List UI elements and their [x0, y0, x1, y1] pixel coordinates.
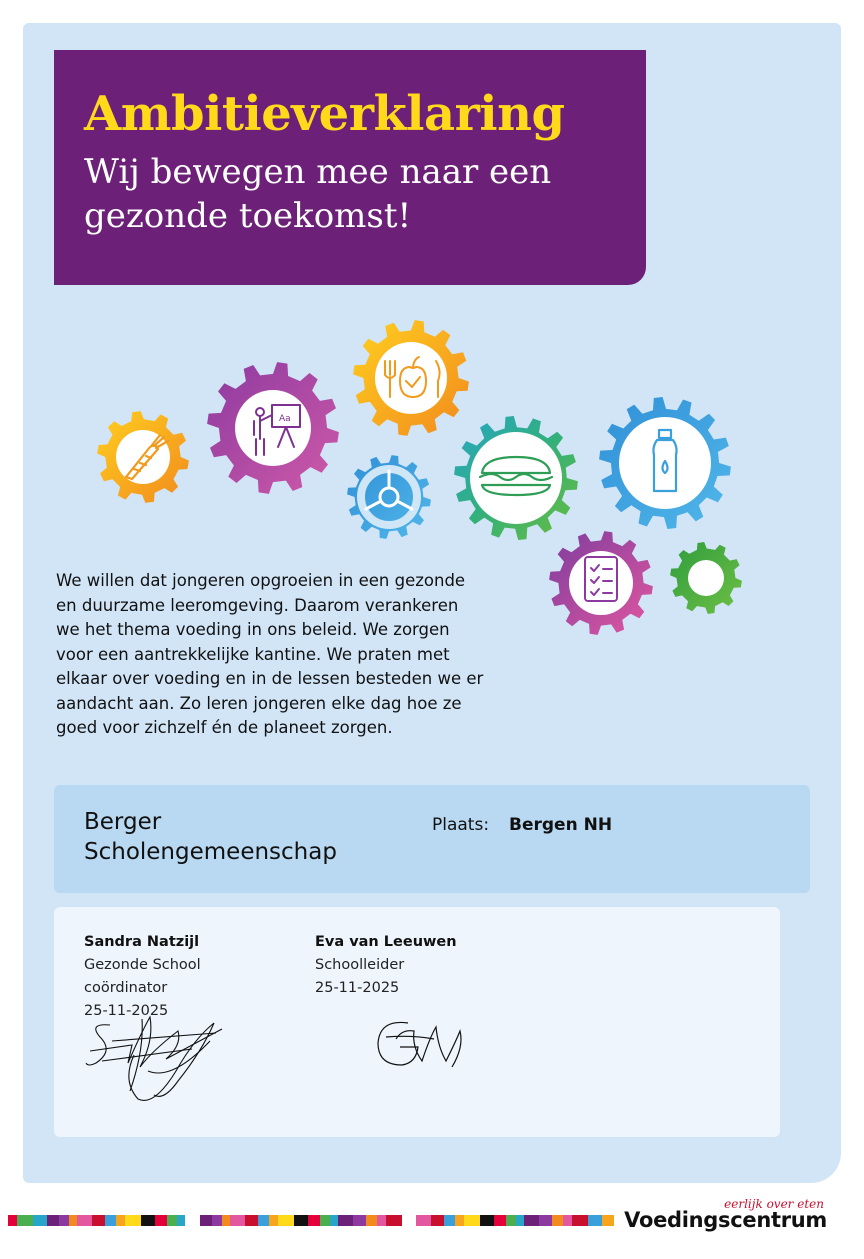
- brand-tagline: eerlijk over eten: [724, 1197, 824, 1211]
- color-segment: [353, 1215, 366, 1226]
- color-segment: [105, 1215, 116, 1226]
- place-label: Plaats:: [432, 815, 490, 835]
- color-segment: [494, 1215, 506, 1226]
- signer-coordinator: [84, 931, 234, 1023]
- intro-line: en duurzame leeromgeving. Daarom verankeren: [56, 595, 459, 615]
- footer-color-strip-3: [416, 1215, 614, 1226]
- intro-line: elkaar over voeding en in de lessen besteden we er: [56, 669, 484, 688]
- color-segment: [245, 1215, 258, 1226]
- color-segment: [516, 1215, 524, 1226]
- color-segment: [33, 1215, 47, 1226]
- color-segment: [167, 1215, 177, 1226]
- color-segment: [416, 1215, 431, 1226]
- signer-date: 25-11-2025: [315, 980, 400, 996]
- school-name: [84, 807, 404, 867]
- color-segment: [464, 1215, 480, 1226]
- color-segment: [588, 1215, 602, 1226]
- signature-1-image: [82, 1011, 232, 1111]
- color-segment: [294, 1215, 308, 1226]
- color-segment: [386, 1215, 402, 1226]
- color-segment: [77, 1215, 92, 1226]
- footer-color-strip-1: [8, 1215, 185, 1226]
- color-segment: [222, 1215, 230, 1226]
- page-title: Ambitieverklaring: [84, 86, 565, 142]
- color-segment: [308, 1215, 320, 1226]
- color-segment: [59, 1215, 69, 1226]
- intro-line: We willen dat jongeren opgroeien in een gezonde: [56, 571, 466, 590]
- color-segment: [366, 1215, 377, 1226]
- signer-role: coördinator: [84, 980, 168, 996]
- color-segment: [524, 1215, 539, 1226]
- gear-magenta-center: [569, 551, 633, 615]
- color-segment: [278, 1215, 294, 1226]
- gear-orange-top-center: [375, 342, 447, 414]
- signer-role: Schoolleider: [315, 957, 405, 973]
- school-info-box: [54, 785, 810, 893]
- color-segment: [116, 1215, 125, 1226]
- color-segment: [269, 1215, 278, 1226]
- subtitle-line-1: Wij bewegen mee naar een: [84, 152, 552, 192]
- color-segment: [506, 1215, 516, 1226]
- color-segment: [17, 1215, 33, 1226]
- color-segment: [377, 1215, 386, 1226]
- signer-name: Eva van Leeuwen: [315, 934, 457, 950]
- school-name-line-1: Berger: [84, 809, 162, 835]
- color-segment: [125, 1215, 141, 1226]
- color-segment: [431, 1215, 444, 1226]
- color-segment: [480, 1215, 494, 1226]
- color-segment: [155, 1215, 167, 1226]
- color-segment: [320, 1215, 330, 1226]
- signer-school-leader: [315, 931, 515, 1000]
- intro-line: goed voor zichzelf én de planeet zorgen.: [56, 718, 393, 737]
- subtitle-line-2: gezonde toekomst!: [84, 196, 412, 236]
- title-banner: [54, 50, 646, 285]
- signature-2-image: [372, 1017, 468, 1075]
- color-segment: [330, 1215, 338, 1226]
- color-segment: [177, 1215, 185, 1226]
- color-segment: [602, 1215, 614, 1226]
- color-segment: [258, 1215, 269, 1226]
- place-value: Bergen NH: [509, 815, 613, 835]
- color-segment: [47, 1215, 59, 1226]
- color-segment: [230, 1215, 245, 1226]
- color-segment: [8, 1215, 17, 1226]
- gear-green-center: [688, 560, 724, 596]
- school-name-line-2: Scholengemeenschap: [84, 839, 337, 865]
- color-segment: [563, 1215, 572, 1226]
- intro-line: aandacht aan. Zo leren jongeren elke dag hoe ze: [56, 693, 462, 713]
- intro-line: we het thema voeding in ons beleid. We zorgen: [56, 620, 450, 639]
- color-segment: [444, 1215, 455, 1226]
- brand-logo-name: Voedingscentrum: [624, 1208, 827, 1232]
- color-segment: [338, 1215, 353, 1226]
- signer-role: Gezonde School: [84, 957, 201, 973]
- signature-box: [54, 907, 780, 1137]
- color-segment: [539, 1215, 552, 1226]
- color-segment: [455, 1215, 464, 1226]
- color-segment: [200, 1215, 212, 1226]
- color-segment: [69, 1215, 77, 1226]
- intro-paragraph: [56, 569, 536, 741]
- color-segment: [141, 1215, 155, 1226]
- signer-name: Sandra Natzijl: [84, 934, 200, 950]
- footer-color-strip-2: [200, 1215, 402, 1226]
- page-subtitle: [84, 150, 616, 238]
- board-text: Aa: [279, 414, 291, 424]
- color-segment: [572, 1215, 588, 1226]
- intro-line: voor een aantrekkelijke kantine. We praten met: [56, 644, 450, 664]
- color-segment: [212, 1215, 222, 1226]
- signer-date: 25-11-2025: [84, 1003, 169, 1019]
- color-segment: [552, 1215, 563, 1226]
- color-segment: [92, 1215, 105, 1226]
